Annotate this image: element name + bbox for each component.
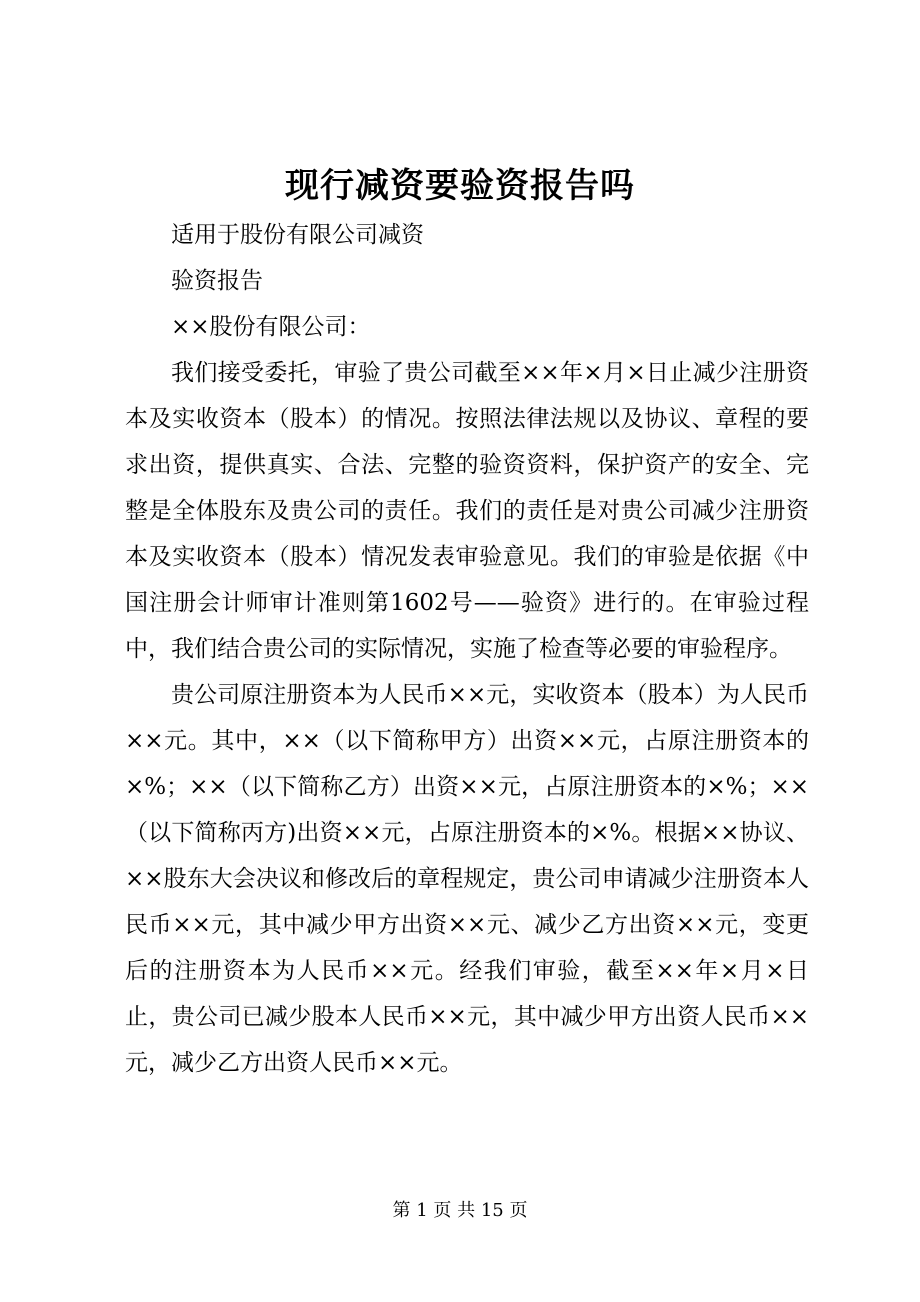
paragraph-report-heading: 验资报告 <box>171 268 263 294</box>
paragraph-engagement: 我们接受委托，审验了贵公司截至××年×月×日止减少注册资本及实收资本（股本）的情况。按照法律法规以及协议、章程的要求出资，提供真实、合法、完整的验资资料，保护资产的安全、完整是全体股东及贵公司的责任。我们的责任是对贵公司减少注册资本及实收资本（股本）情况发表审验意见。我们的审验是依据《中国注册会计师审计准则第1602号——验资》进行的。在审验过程中，我们结合贵公司的实际情况，实施了检查等必要的审验程序。 <box>125 360 809 662</box>
document-title: 现行减资要验资报告吗 <box>285 166 635 206</box>
paragraph-addressee: ××股份有限公司： <box>171 314 371 340</box>
paragraph-capital-details: 贵公司原注册资本为人民币××元，实收资本（股本）为人民币××元。其中，××（以下简称甲方）出资××元，占原注册资本的×%；××（以下简称乙方）出资××元，占原注册资本的×%；××（以下简称丙方)出资××元，占原注册资本的×%。根据××协议、××股东大会决议和修改后的章程规定，贵公司申请减少注册资本人民币××元，其中减少甲方出资××元、减少乙方出资××元，变更后的注册资本为人民币××元。经我们审验，截至××年×月×日止，贵公司已减少股本人民币××元，其中减少甲方出资人民币××元，减少乙方出资人民币××元。 <box>125 682 809 1076</box>
paragraph-applicability: 适用于股份有限公司减资 <box>171 222 424 248</box>
page-number: 第 1 页 共 15 页 <box>392 1200 528 1221</box>
document-body <box>125 212 809 1086</box>
